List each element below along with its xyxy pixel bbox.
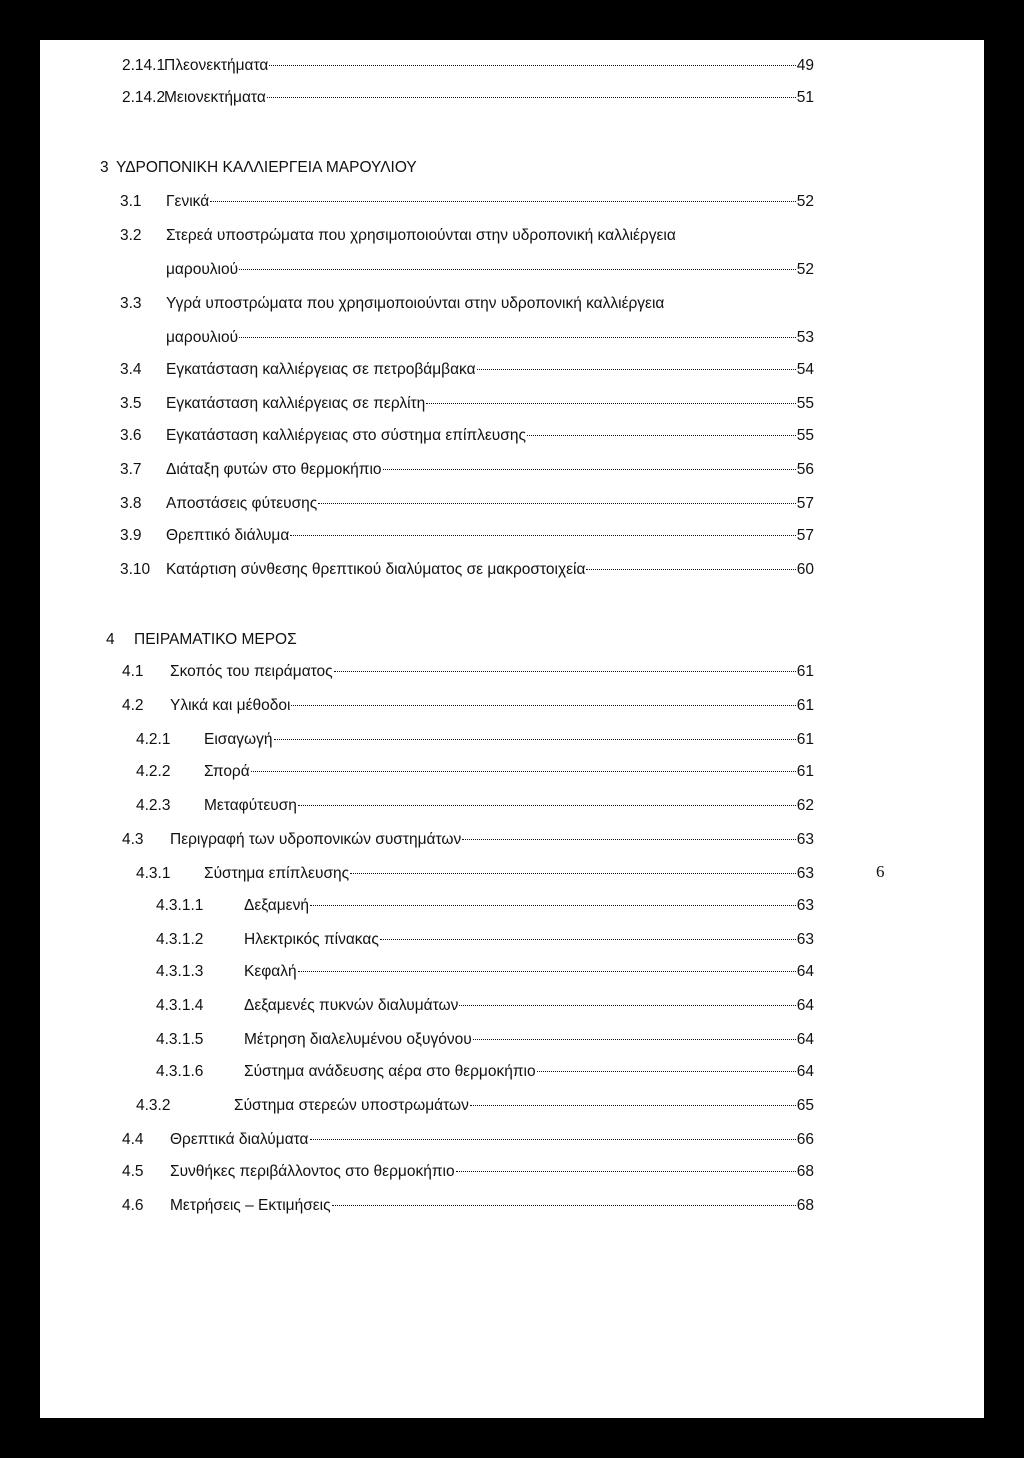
toc-entry (40, 660, 984, 684)
toc-entry (40, 1028, 984, 1052)
toc-page-number: 63 (796, 865, 814, 882)
toc-entry-text (116, 156, 417, 180)
toc-entry-title: Υλικά και μέθοδοι (170, 697, 291, 714)
toc-leader-dots (318, 503, 795, 504)
toc-entry-number: 3.2 (120, 227, 142, 244)
toc-leader-dots (537, 1071, 796, 1072)
toc-entry-text (170, 1194, 814, 1218)
toc-entry-title: Ηλεκτρικός πίνακας (244, 931, 379, 948)
toc-entry-text (166, 558, 814, 582)
toc-entry (40, 492, 984, 516)
toc-entry (40, 424, 984, 448)
toc-entry-number: 4.3.1.3 (156, 963, 204, 980)
toc-entry (40, 628, 984, 652)
toc-page-number: 53 (796, 329, 814, 346)
toc-entry-number: 3.3 (120, 295, 142, 312)
toc-entry-text (234, 1094, 814, 1118)
toc-entry (40, 1160, 984, 1184)
toc-entry-number: 4.3.1.2 (156, 931, 204, 948)
toc-entry-title: ΠΕΙΡΑΜΑΤΙΚΟ ΜΕΡΟΣ (134, 631, 297, 648)
toc-entry-title: Συνθήκες περιβάλλοντος στο θερμοκήπιο (170, 1163, 455, 1180)
toc-entry-text-continued (166, 258, 814, 282)
toc-leader-dots (269, 65, 795, 66)
toc-entry-title: Σύστημα στερεών υποστρωμάτων (234, 1097, 469, 1114)
toc-entry-text (244, 1060, 814, 1084)
toc-entry-title: Γενικά (166, 193, 210, 210)
toc-page-number: 57 (796, 527, 814, 544)
toc-entry (40, 458, 984, 482)
toc-entry-number: 4.3.1.5 (156, 1031, 204, 1048)
toc-leader-dots (332, 1205, 796, 1206)
toc-entry-title: Μετρήσεις – Εκτιμήσεις (170, 1197, 331, 1214)
toc-entry-number: 4.4 (122, 1131, 144, 1148)
toc-entry-title: Εγκατάσταση καλλιέργειας σε περλίτη (166, 395, 426, 412)
toc-leader-dots (298, 971, 796, 972)
toc-page-number: 63 (796, 897, 814, 914)
toc-entry-title: Κατάρτιση σύνθεσης θρεπτικού διαλύματος σε μακροστοιχεία (166, 561, 586, 578)
toc-entry-title: Δεξαμενές πυκνών διαλυμάτων (244, 997, 459, 1014)
toc-entry-number: 4.3.1.4 (156, 997, 204, 1014)
toc-leader-dots (239, 269, 796, 270)
toc-page-number: 68 (796, 1197, 814, 1214)
toc-leader-dots (527, 435, 796, 436)
toc-entry (40, 828, 984, 852)
toc-entry-text (204, 728, 814, 752)
toc-page-number: 61 (796, 731, 814, 748)
toc-page-number: 64 (796, 1063, 814, 1080)
toc-entry-text-continued (166, 326, 814, 350)
toc-page-number: 61 (796, 697, 814, 714)
toc-page-number: 51 (796, 89, 814, 106)
toc-entry-text (244, 928, 814, 952)
toc-entry-title: Μειονεκτήματα (164, 89, 266, 106)
toc-page-number: 55 (796, 427, 814, 444)
toc-entry-number: 3.5 (120, 395, 142, 412)
toc-entry-number: 4.3.1 (136, 865, 171, 882)
toc-leader-dots (456, 1171, 796, 1172)
toc-entry-number: 4.5 (122, 1163, 144, 1180)
toc-entry-title: Δεξαμενή (244, 897, 309, 914)
toc-leader-dots (291, 705, 795, 706)
toc-leader-dots (310, 905, 796, 906)
toc-entry-text (164, 86, 814, 110)
toc-entry-text (204, 760, 814, 784)
toc-entry-title: Πλεονεκτήματα (164, 57, 269, 74)
toc-entry (40, 760, 984, 784)
toc-entry-text (244, 960, 814, 984)
toc-entry-title: Θρεπτικά διαλύματα (170, 1131, 309, 1148)
toc-page-number: 55 (796, 395, 814, 412)
toc-entry (40, 292, 984, 316)
toc-entry-text (166, 392, 814, 416)
toc-page-number: 52 (796, 261, 814, 278)
toc-entry-number: 2.14.1 (122, 57, 166, 74)
toc-entry-title: Μέτρηση διαλελυμένου οξυγόνου (244, 1031, 472, 1048)
toc-entry (40, 1128, 984, 1152)
toc-entry (40, 960, 984, 984)
toc-page-number: 64 (796, 963, 814, 980)
toc-entry-number: 3.10 (120, 561, 151, 578)
toc-entry-text (170, 828, 814, 852)
toc-entry (40, 86, 984, 110)
toc-page-number: 68 (796, 1163, 814, 1180)
toc-entry-text (204, 862, 814, 886)
document-page (40, 40, 984, 1418)
toc-entry-number: 3.1 (120, 193, 142, 210)
toc-entry-title: Υγρά υποστρώματα που χρησιμοποιούνται στην υδροπονική καλλιέργεια (166, 295, 665, 312)
toc-entry-number: 4.1 (122, 663, 144, 680)
toc-entry-number: 4.6 (122, 1197, 144, 1214)
toc-entry-text (244, 1028, 814, 1052)
toc-entry-title: Σύστημα επίπλευσης (204, 865, 350, 882)
toc-leader-dots (586, 569, 795, 570)
toc-entry-number: 4 (106, 631, 115, 648)
toc-entry (40, 728, 984, 752)
toc-entry (40, 1094, 984, 1118)
toc-entry (40, 326, 984, 350)
toc-entry-text (244, 894, 814, 918)
toc-entry-title: Μεταφύτευση (204, 797, 297, 814)
toc-leader-dots (426, 403, 795, 404)
toc-entry (40, 156, 984, 180)
toc-entry-title: Διάταξη φυτών στο θερμοκήπιο (166, 461, 382, 478)
toc-entry-title: Σπορά (204, 763, 250, 780)
toc-leader-dots (239, 337, 796, 338)
toc-entry (40, 392, 984, 416)
toc-entry (40, 1060, 984, 1084)
toc-page-number: 63 (796, 931, 814, 948)
toc-entry-text (166, 292, 664, 316)
toc-entry-number: 4.2.1 (136, 731, 171, 748)
toc-entry-text (166, 524, 814, 548)
toc-leader-dots (350, 873, 796, 874)
toc-leader-dots (274, 739, 796, 740)
toc-page-number: 54 (796, 361, 814, 378)
toc-leader-dots (298, 805, 796, 806)
toc-entry (40, 258, 984, 282)
toc-leader-dots (380, 939, 796, 940)
toc-entry-text (166, 458, 814, 482)
toc-entry (40, 994, 984, 1018)
toc-entry (40, 694, 984, 718)
toc-entry-title: Στερεά υποστρώματα που χρησιμοποιούνται στην υδροπονική καλλιέργεια (166, 227, 676, 244)
toc-entry-title: Σύστημα ανάδευσης αέρα στο θερμοκήπιο (244, 1063, 536, 1080)
toc-entry-title: Εγκατάσταση καλλιέργειας στο σύστημα επίπλευσης (166, 427, 526, 444)
toc-leader-dots (470, 1105, 796, 1106)
toc-page-number: 64 (796, 1031, 814, 1048)
toc-entry (40, 862, 984, 886)
toc-entry (40, 54, 984, 78)
toc-entry-text (170, 1160, 814, 1184)
toc-leader-dots (477, 369, 796, 370)
toc-page-number: 65 (796, 1097, 814, 1114)
toc-leader-dots (210, 201, 796, 202)
toc-leader-dots (473, 1039, 796, 1040)
toc-entry-text (166, 492, 814, 516)
toc-entry-number: 3 (100, 159, 109, 176)
page-number: 6 (876, 862, 885, 881)
toc-entry-number: 3.7 (120, 461, 142, 478)
toc-entry-text (244, 994, 814, 1018)
toc-entry-title: Εγκατάσταση καλλιέργειας σε πετροβάμβακα (166, 361, 476, 378)
toc-entry-number: 4.2.3 (136, 797, 171, 814)
toc-entry-title: ΥΔΡΟΠΟΝΙΚΗ ΚΑΛΛΙΕΡΓΕΙΑ ΜΑΡΟΥΛΙΟΥ (116, 159, 417, 176)
toc-entry-title: Εισαγωγή (204, 731, 273, 748)
toc-page-number: 61 (796, 663, 814, 680)
toc-entry-number: 4.3.2 (136, 1097, 171, 1114)
toc-page-number: 52 (796, 193, 814, 210)
toc-page-number: 56 (796, 461, 814, 478)
toc-entry-title: μαρουλιού (166, 261, 239, 278)
toc-leader-dots (383, 469, 796, 470)
toc-entry-text (166, 424, 814, 448)
toc-entry (40, 190, 984, 214)
toc-entry-number: 4.3.1.6 (156, 1063, 204, 1080)
toc-entry-text (166, 358, 814, 382)
toc-entry-number: 3.9 (120, 527, 142, 544)
toc-entry (40, 1194, 984, 1218)
toc-leader-dots (290, 535, 795, 536)
toc-entry-title: Θρεπτικό διάλυμα (166, 527, 290, 544)
toc-entry (40, 894, 984, 918)
toc-page-number: 62 (796, 797, 814, 814)
toc-entry-title: Σκοπός του πειράματος (170, 663, 333, 680)
toc-page-number: 66 (796, 1131, 814, 1148)
toc-leader-dots (459, 1005, 795, 1006)
toc-page-number: 63 (796, 831, 814, 848)
toc-entry (40, 224, 984, 248)
toc-entry (40, 524, 984, 548)
toc-entry (40, 358, 984, 382)
toc-entry-number: 3.4 (120, 361, 142, 378)
toc-entry-title: Περιγραφή των υδροπονικών συστημάτων (170, 831, 462, 848)
toc-entry-title: μαρουλιού (166, 329, 239, 346)
toc-leader-dots (310, 1139, 796, 1140)
toc-entry-text (166, 224, 676, 248)
toc-entry-text (164, 54, 814, 78)
toc-leader-dots (334, 671, 796, 672)
toc-page-number: 61 (796, 763, 814, 780)
toc-leader-dots (251, 771, 796, 772)
toc-entry-number: 4.2 (122, 697, 144, 714)
toc-entry-number: 4.2.2 (136, 763, 171, 780)
toc-page-number: 57 (796, 495, 814, 512)
toc-entry-text (204, 794, 814, 818)
toc-entry (40, 558, 984, 582)
toc-leader-dots (462, 839, 795, 840)
toc-entry-number: 2.14.2 (122, 89, 166, 106)
toc-page-number: 64 (796, 997, 814, 1014)
toc-entry-number: 3.8 (120, 495, 142, 512)
toc-leader-dots (267, 97, 796, 98)
toc-entry-number: 4.3.1.1 (156, 897, 204, 914)
toc-entry (40, 794, 984, 818)
toc-page-number: 60 (796, 561, 814, 578)
toc-entry-text (170, 660, 814, 684)
toc-entry-title: Κεφαλή (244, 963, 297, 980)
table-of-contents (40, 40, 984, 1418)
toc-entry (40, 928, 984, 952)
toc-entry-text (170, 1128, 814, 1152)
toc-page-number: 49 (796, 57, 814, 74)
toc-entry-number: 3.6 (120, 427, 142, 444)
toc-entry-title: Αποστάσεις φύτευσης (166, 495, 318, 512)
toc-entry-number: 4.3 (122, 831, 144, 848)
toc-entry-text (134, 628, 297, 652)
toc-entry-text (170, 694, 814, 718)
toc-entry-text (166, 190, 814, 214)
